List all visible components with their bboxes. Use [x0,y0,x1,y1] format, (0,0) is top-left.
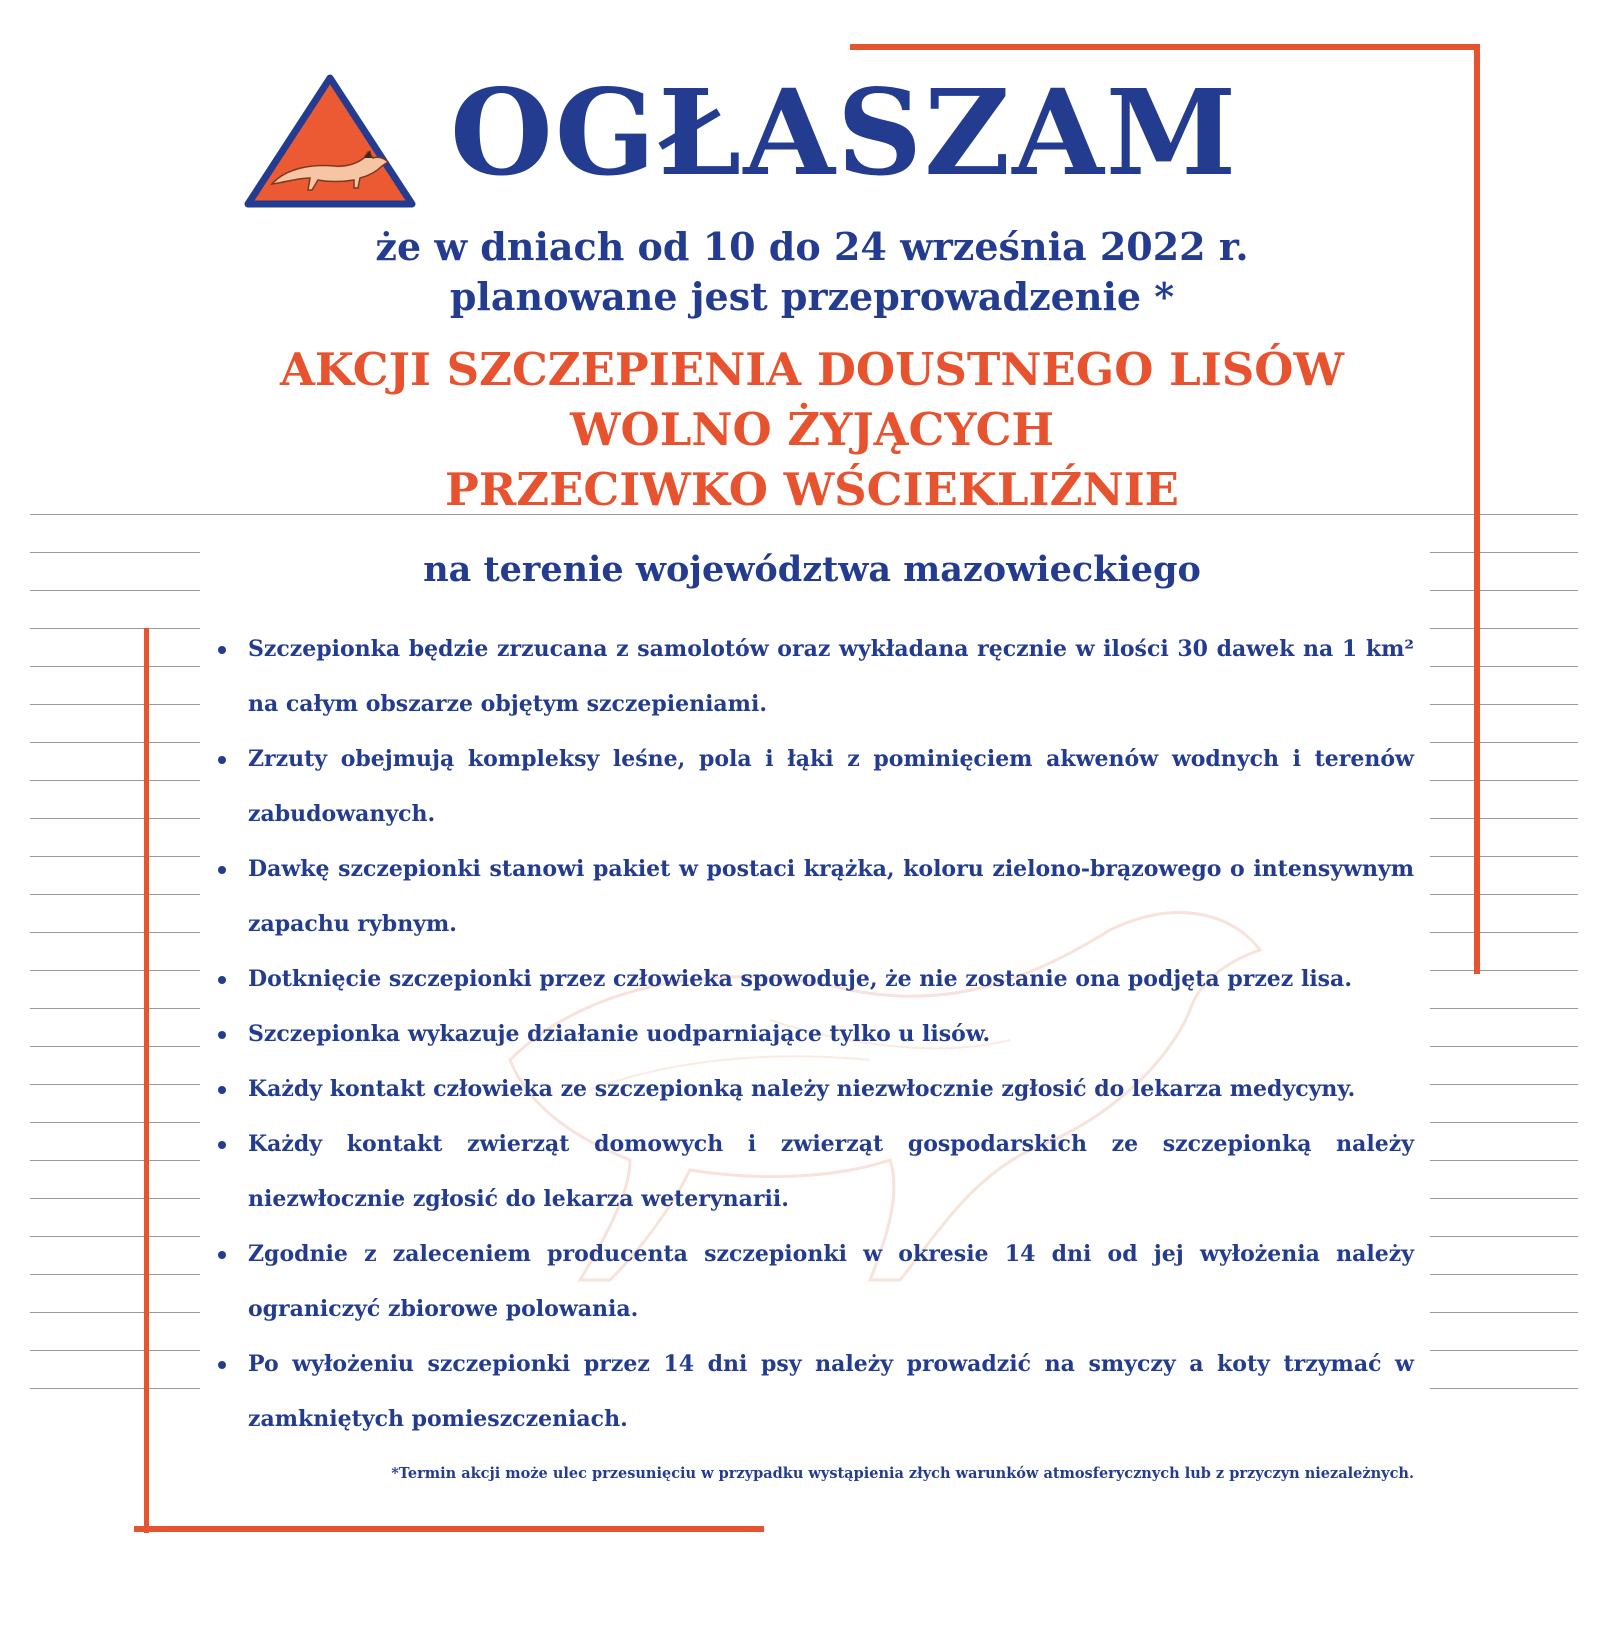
action-title [150,340,1474,520]
bullet-icon [218,866,226,874]
action-line-1: AKCJI SZCZEPIENIA DOUSTNEGO LISÓW [279,343,1344,396]
list-item [214,952,1414,1007]
ruled-line [30,1236,200,1237]
ruled-line [30,1198,200,1199]
ruled-line [1430,1236,1578,1237]
ruled-line [30,894,200,895]
ruled-line [30,628,200,629]
region-subtitle: na terenie województwa mazowieckiego [423,549,1201,590]
page-title: OGŁASZAM [450,63,1239,202]
list-item [214,622,1414,732]
ruled-line [1430,1084,1578,1085]
list-item-text: Szczepionka będzie zrzucana z samolotów oraz wykładana ręcznie w ilości 30 dawek na 1 km² na całym obszarze objętym szczepieniami. [248,636,1414,717]
bullet-icon [218,976,226,984]
bullet-icon [218,1141,226,1149]
list-item-text: Dotknięcie szczepionki przez człowieka spowoduje, że nie zostanie ona podjęta przez lisa. [248,966,1352,992]
intro-line-2: planowane jest przeprowadzenie * [449,274,1175,319]
ruled-line [30,1008,200,1009]
list-item-text: Po wyłożeniu szczepionki przez 14 dni psy należy prowadzić na smyczy a koty trzymać w zamkniętych pomieszczeniach. [248,1351,1414,1432]
ruled-line [1430,1160,1578,1161]
ruled-line [30,552,200,553]
ruled-line [30,818,200,819]
action-line-2: WOLNO ŻYJĄCYCH [569,403,1055,456]
ruled-line [30,1084,200,1085]
logo [242,72,418,212]
ruled-line [1430,666,1578,667]
ruled-line [1430,704,1578,705]
action-line-3: PRZECIWKO WŚCIEKLIŹNIE [445,463,1179,516]
ruled-line [1430,742,1578,743]
ruled-line [30,1160,200,1161]
ruled-line [1430,970,1578,971]
ruled-line [1430,856,1578,857]
ruled-line [1430,1198,1578,1199]
list-item-text: Każdy kontakt zwierząt domowych i zwierząt gospodarskich ze szczepionką należy niezwłocznie zgłosić do lekarza weterynarii. [248,1131,1414,1212]
ruled-line [1430,818,1578,819]
ruled-line [1430,932,1578,933]
info-list [214,622,1414,1447]
ruled-line [30,590,200,591]
ruled-line [1430,1312,1578,1313]
bullet-icon [218,646,226,654]
ruled-line [1430,1008,1578,1009]
ruled-line [30,1274,200,1275]
ruled-line [1430,1122,1578,1123]
frame-right-border [1474,44,1480,974]
ruled-line [30,932,200,933]
ruled-line [30,1350,200,1351]
bullet-icon [218,756,226,764]
list-item-text: Szczepionka wykazuje działanie uodparniające tylko u lisów. [248,1021,991,1047]
ruled-line [1430,628,1578,629]
date-intro [180,222,1444,322]
intro-line-1: że w dniach od 10 do 24 września 2022 r. [375,224,1249,269]
ruled-line [1430,590,1578,591]
list-item [214,1117,1414,1227]
list-item-text: Zgodnie z zaleceniem producenta szczepionki w okresie 14 dni od jej wyłożenia należy ograniczyć zbiorowe polowania. [248,1241,1414,1322]
ruled-line [30,780,200,781]
list-item-text: Zrzuty obejmują kompleksy leśne, pola i łąki z pominięciem akwenów wodnych i terenów zabudowanych. [248,746,1414,827]
ruled-line [30,1046,200,1047]
ruled-line [1430,1046,1578,1047]
bullet-icon [218,1031,226,1039]
list-item [214,842,1414,952]
ruled-line [1430,1350,1578,1351]
ruled-line [1430,552,1578,553]
footnote: *Termin akcji może ulec przesunięciu w przypadku wystąpienia złych warunków atmosferycznych lub z przyczyn niezależnych. [391,1465,1414,1482]
list-item [214,732,1414,842]
fox-warning-triangle-icon [242,72,418,212]
ruled-line [30,856,200,857]
frame-bottom-border [134,1526,764,1532]
ruled-line [30,666,200,667]
frame-left-border [144,628,149,1533]
ruled-line [1430,1274,1578,1275]
ruled-line [30,1388,200,1389]
list-item [214,1007,1414,1062]
list-item-text: Dawkę szczepionki stanowi pakiet w postaci krążka, koloru zielono-brązowego o intensywnym zapachu rybnym. [248,856,1414,937]
ruled-line [30,1122,200,1123]
ruled-line [30,704,200,705]
list-item [214,1337,1414,1447]
ruled-line [1430,1388,1578,1389]
frame-top-border [850,44,1480,50]
ruled-line [30,742,200,743]
list-item-text: Każdy kontakt człowieka ze szczepionką należy niezwłocznie zgłosić do lekarza medycyny. [248,1076,1356,1102]
bullet-icon [218,1251,226,1259]
ruled-line [1430,780,1578,781]
bullet-icon [218,1361,226,1369]
ruled-line [30,1312,200,1313]
list-item [214,1062,1414,1117]
ruled-line [30,970,200,971]
list-item [214,1227,1414,1337]
bullet-icon [218,1086,226,1094]
ruled-line [1430,894,1578,895]
